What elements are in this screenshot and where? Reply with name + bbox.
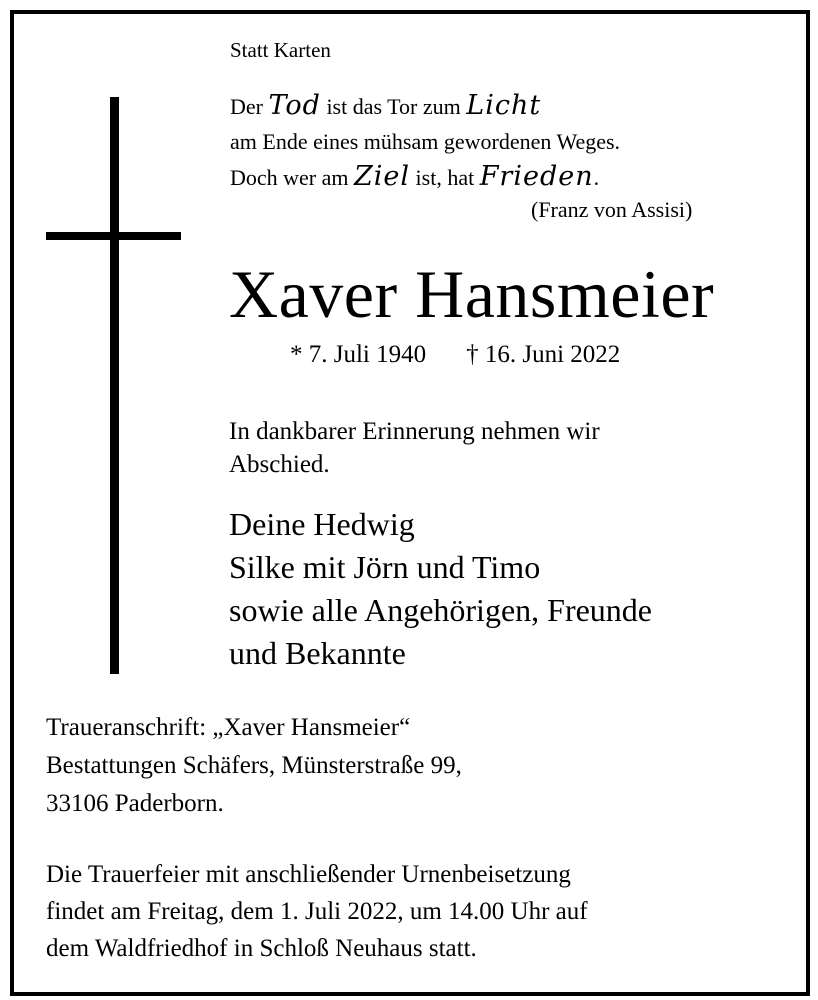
poem-script-word: Frieden <box>479 161 594 192</box>
farewell-intro <box>229 415 600 481</box>
mourner-line: und Bekannte <box>229 635 406 671</box>
poem-text: Der <box>230 94 269 119</box>
address-line: Bestattungen Schäfers, Münsterstraße 99, <box>46 752 462 779</box>
service-line: Die Trauerfeier mit anschließender Urnenbeisetzung <box>46 861 571 888</box>
mourner-line: sowie alle Angehörigen, Freunde <box>229 592 652 628</box>
mourner-line: Silke mit Jörn und Timo <box>229 549 541 585</box>
address-line: Traueranschrift: „Xaver Hansmeier“ <box>46 714 411 741</box>
poem-text: . <box>593 165 600 190</box>
poem-line-2: am Ende eines mühsam gewordenen Weges. <box>230 129 621 154</box>
mourners-list <box>229 503 652 675</box>
poem-line-3 <box>230 159 620 195</box>
deceased-name: Xaver Hansmeier <box>229 256 715 332</box>
condolence-address <box>46 709 462 823</box>
birth-date: * 7. Juli 1940 <box>290 341 427 368</box>
funeral-service-info <box>46 856 588 967</box>
death-date: † 16. Juni 2022 <box>466 341 621 368</box>
poem-text: ist, hat <box>410 165 480 190</box>
poem-script-word: Ziel <box>354 161 411 192</box>
life-dates <box>290 338 620 372</box>
poem-text: ist das Tor zum <box>320 94 467 119</box>
poem-script-word: Tod <box>268 90 321 121</box>
address-line: 33106 Paderborn. <box>46 790 224 817</box>
cross-vertical-bar <box>110 97 119 674</box>
service-line: dem Waldfriedhof in Schloß Neuhaus statt. <box>46 935 477 962</box>
intro-line: In dankbarer Erinnerung nehmen wir <box>229 418 600 445</box>
statt-karten-label: Statt Karten <box>230 38 331 62</box>
intro-line: Abschied. <box>229 451 330 478</box>
poem <box>230 88 620 195</box>
service-line: findet am Freitag, dem 1. Juli 2022, um 14.00 Uhr auf <box>46 898 588 925</box>
poem-source: (Franz von Assisi) <box>531 197 693 222</box>
poem-script-word: Licht <box>466 90 542 121</box>
cross-horizontal-bar <box>46 232 181 240</box>
mourner-line: Deine Hedwig <box>229 506 415 542</box>
poem-line-1 <box>230 88 620 124</box>
poem-text: Doch wer am <box>230 165 355 190</box>
